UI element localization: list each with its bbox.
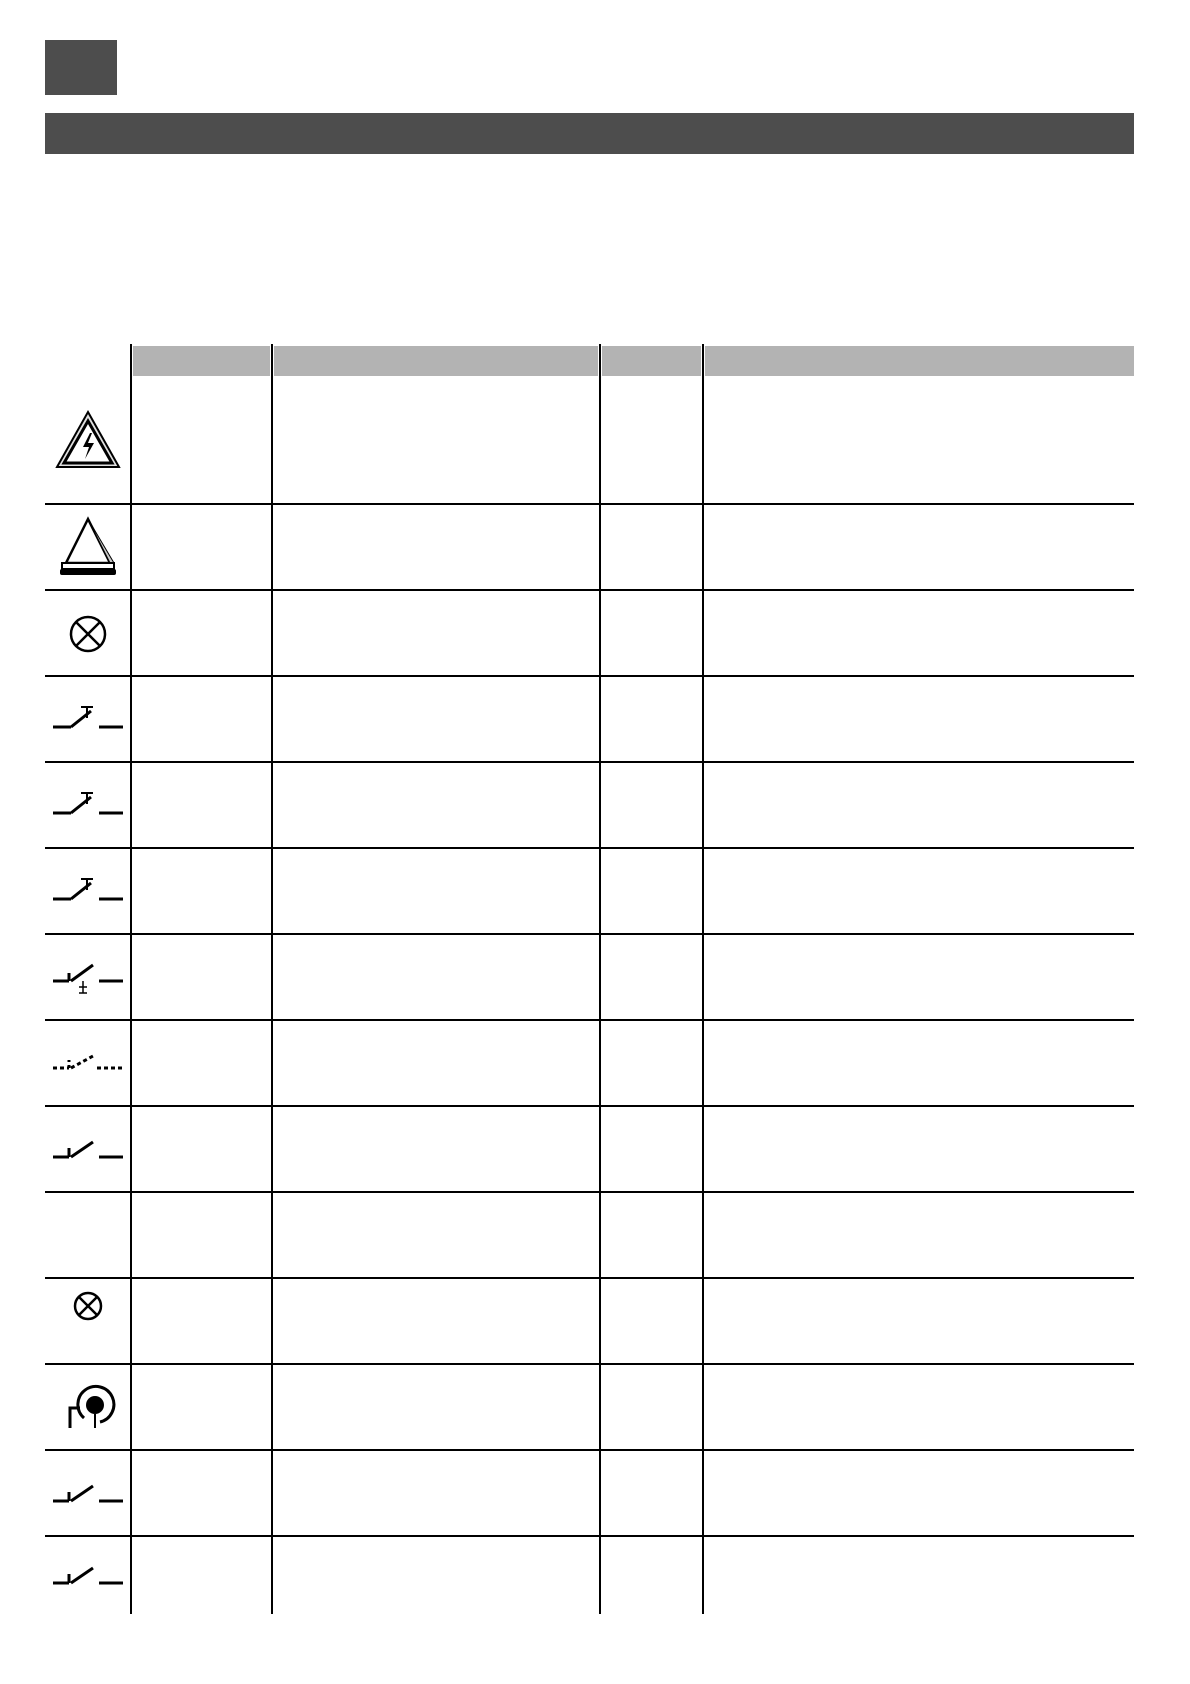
key-switch-icon bbox=[45, 935, 130, 1021]
table-row bbox=[45, 1107, 1134, 1193]
chapter-tab bbox=[45, 40, 117, 95]
wireless-contact-icon bbox=[45, 1021, 130, 1107]
table-row bbox=[45, 1365, 1134, 1451]
table-header-4 bbox=[705, 346, 1134, 376]
table-row bbox=[45, 591, 1134, 677]
beacon-light-icon bbox=[45, 505, 130, 591]
table-header-1 bbox=[133, 346, 270, 376]
table-row bbox=[45, 763, 1134, 849]
table-row bbox=[45, 1279, 1134, 1365]
photocell-sensor-icon bbox=[45, 1365, 130, 1451]
small-lamp-icon bbox=[45, 1279, 130, 1365]
column-divider bbox=[599, 344, 601, 1614]
section-title-bar bbox=[45, 113, 1134, 154]
pushbutton-switch-icon bbox=[45, 677, 130, 763]
pushbutton-switch-icon bbox=[45, 849, 130, 935]
lamp-icon bbox=[45, 591, 130, 677]
limit-switch-contact-icon bbox=[45, 1107, 130, 1193]
column-divider bbox=[130, 344, 132, 1614]
table-row bbox=[45, 677, 1134, 763]
column-divider bbox=[271, 344, 273, 1614]
empty-symbol-cell bbox=[45, 1193, 130, 1279]
column-divider bbox=[702, 344, 704, 1614]
table-row bbox=[45, 1193, 1134, 1279]
table-row bbox=[45, 1537, 1134, 1614]
table-row bbox=[45, 505, 1134, 591]
pushbutton-switch-icon bbox=[45, 763, 130, 849]
table-row bbox=[45, 1021, 1134, 1107]
table-header-3 bbox=[602, 346, 701, 376]
table-row bbox=[45, 849, 1134, 935]
symbol-table bbox=[45, 344, 1134, 1614]
table-row bbox=[45, 376, 1134, 505]
limit-switch-contact-icon bbox=[45, 1451, 130, 1537]
table-row bbox=[45, 935, 1134, 1021]
table-row bbox=[45, 1451, 1134, 1537]
table-header-2 bbox=[274, 346, 598, 376]
electric-hazard-warning-icon bbox=[45, 376, 130, 505]
limit-switch-contact-icon bbox=[45, 1537, 130, 1614]
